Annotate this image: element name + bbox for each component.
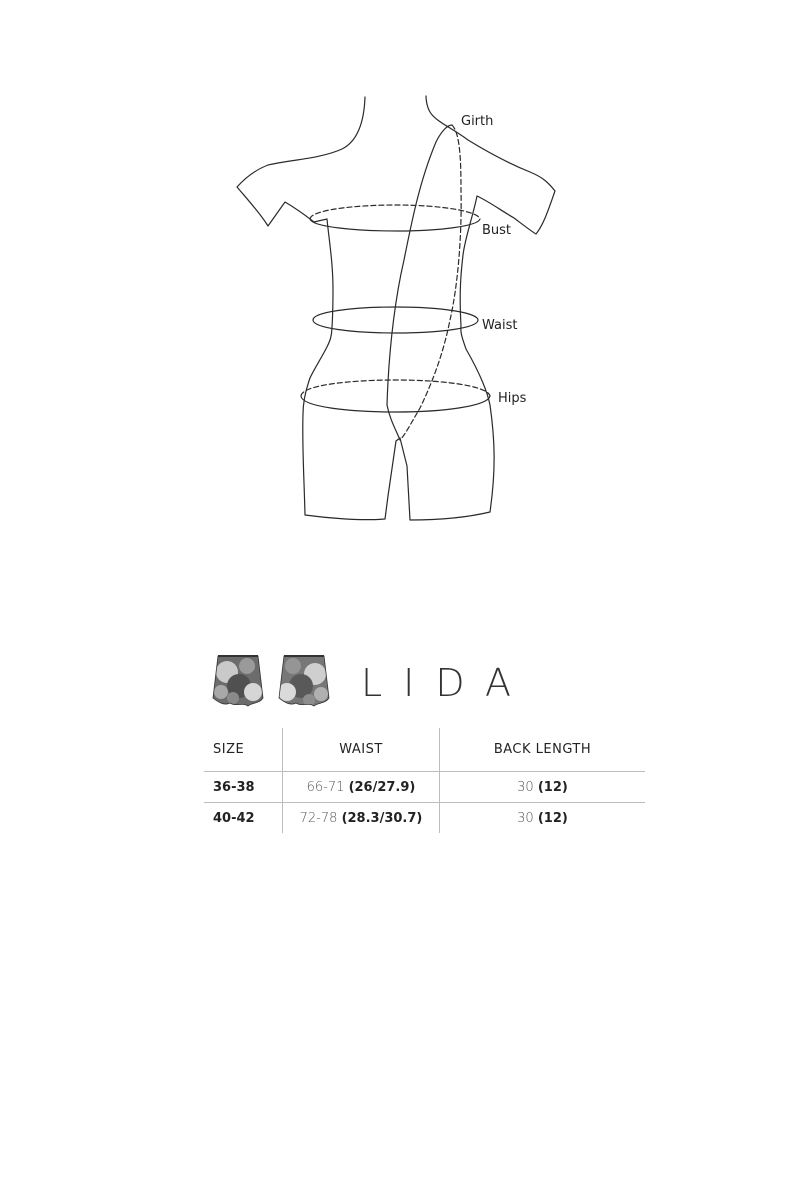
back-length-cell <box>440 772 646 803</box>
waist-cm: 72-78 <box>299 810 338 826</box>
header-waist: WAIST <box>283 728 440 772</box>
skirt-front-thumbnail <box>207 652 269 714</box>
waist-cell <box>283 772 440 803</box>
bust-label: Bust <box>482 223 512 238</box>
table-row <box>204 803 645 834</box>
back-length-inches: (12) <box>537 779 568 795</box>
back-length-cm: 30 <box>517 779 534 795</box>
size-cell: 40-42 <box>213 810 255 826</box>
bust-front <box>310 219 480 231</box>
bust-back <box>310 205 480 219</box>
hips-back <box>301 380 490 396</box>
girth-label: Girth <box>461 114 494 129</box>
waist-label: Waist <box>482 318 518 333</box>
girth-loop-back <box>400 125 461 440</box>
waist-inches: (26/27.9) <box>348 779 416 795</box>
table-header-row <box>204 728 645 772</box>
skirt-back-thumbnail <box>273 652 335 714</box>
waist-ellipse <box>313 307 478 333</box>
back-length-cm: 30 <box>517 810 534 826</box>
hips-label: Hips <box>498 391 527 406</box>
product-title: LIDA <box>361 661 532 705</box>
girth-loop-front <box>387 125 452 440</box>
body-measurement-diagram <box>0 0 800 560</box>
waist-cell <box>283 803 440 834</box>
back-length-inches: (12) <box>537 810 568 826</box>
header-back-length: BACK LENGTH <box>440 728 646 772</box>
header-size: SIZE <box>204 728 283 772</box>
torso-outline <box>237 96 555 520</box>
back-length-cell <box>440 803 646 834</box>
size-chart-table <box>204 728 645 833</box>
waist-inches: (28.3/30.7) <box>341 810 423 826</box>
product-header <box>207 652 532 714</box>
table-row <box>204 772 645 803</box>
size-cell: 36-38 <box>204 772 283 803</box>
hips-front <box>301 396 490 412</box>
waist-cm: 66-71 <box>306 779 345 795</box>
